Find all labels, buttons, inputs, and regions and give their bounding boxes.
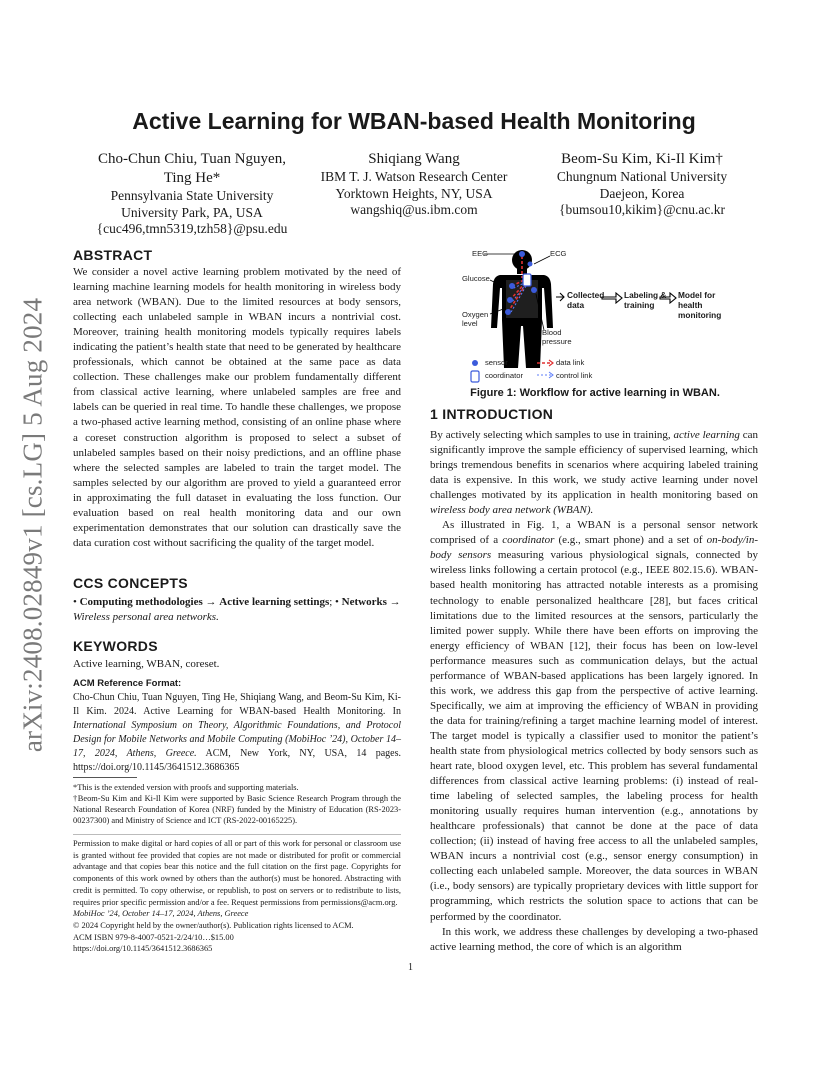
intro-paragraph-1: By actively selecting which samples to use in training, active learning can significantly improve the sample efficiency of supervised learning, which brings tremendous benefits in scenarios where acquiring labeled training data is expensive. In this work, we study active learning under novel challenges motivated by its application in health monitoring based on wireless body area network (WBAN).	[430, 429, 758, 517]
coordinator-icon	[523, 274, 531, 286]
author-email: {bumsou10,kikim}@cnu.ac.kr	[559, 202, 725, 217]
footnote: †Beom-Su Kim and Ki-Il Kim were supported by Basic Science Research Program through the National Research Foundation of Korea (NRF) funded by the Ministry of Education (RS-2023-00237300) and Ministry of Science and ICT (RS-2022-00165225).	[73, 794, 401, 826]
step-model: Model for health monitoring	[678, 290, 722, 320]
legend-coordinator-label: coordinator	[485, 371, 523, 380]
author-names: Cho-Chun Chiu, Tuan Nguyen,	[98, 151, 286, 167]
author-email: {cuc496,tmn5319,tzh58}@psu.edu	[96, 221, 288, 236]
figure-caption: Figure 1: Workflow for active learning in WBAN.	[470, 387, 720, 399]
author-names: Shiqiang Wang	[368, 151, 460, 167]
intro-heading: 1 INTRODUCTION	[430, 406, 554, 422]
keywords-heading: KEYWORDS	[73, 638, 158, 654]
ccs-subcategory: Wireless personal area networks.	[73, 611, 219, 624]
legend-control-link-label: control link	[556, 371, 593, 380]
footnote: *This is the extended version with proofs and supporting materials.	[73, 783, 299, 792]
isbn-line: ACM ISBN 979-8-4007-0521-2/24/10…$15.00	[73, 932, 234, 942]
ccs-category: Computing methodologies	[79, 596, 203, 608]
ccs-separator: ; •	[329, 596, 339, 608]
ccs-arrow: →	[205, 596, 217, 608]
abstract-heading: ABSTRACT	[73, 247, 153, 263]
arxiv-id-text: arXiv:2408.02849v1 [cs.LG] 5 Aug 2024	[17, 297, 48, 753]
legend-sensor-icon	[472, 360, 478, 366]
ccs-arrow: →	[389, 596, 401, 608]
label-glucose: Glucose	[462, 274, 490, 283]
intro-paragraph-3: In this work, we address these challenges by developing a two-phased active learning method, the core of which is an algorithm	[430, 925, 758, 953]
author-location: Daejeon, Korea	[599, 185, 685, 201]
author-block-1	[80, 150, 304, 238]
ccs-heading: CCS CONCEPTS	[73, 575, 188, 591]
conference-line: MobiHoc ’24, October 14–17, 2024, Athens, Greece	[73, 909, 249, 919]
intro-paragraph-2: As illustrated in Fig. 1, a WBAN is a personal sensor network comprised of a coordinator (e.g., smart phone) and a set of on-body/in-body sensors measuring various physiological signals, connected by wireless links following a certain protocol (e.g., IEEE 802.15.6). WBAN-based health monitoring has attracted notable interests as a promising technology to enable personalized healthcare [28], but faces critical limitations due to the limited resources at the sensors, particularly the limited power supply. While there have been efforts on improving the energy efficiency of WBAN [12], their focus has been on low-level performance measures such as communication delays, but the actual performance of WBAN-based applications has been largely ignored. In this work, we address this gap from the perspective of active learning. Specifically, we aim at improving the efficiency of WBAN in providing the data for training/refining a target machine learning model of interest. The target model is typically a classifier used to monitor the patient’s health state from physiological metrics collected by body sensors such as heart rate, blood oxygen level, etc. This problem has several fundamental differences from classical active learning problems: (i) instead of real-time labeling of selected samples, the labeling process for health monitoring usually requires human intervention (e.g., annotations by healthcare professionals) that cannot be done at the pace of data collection; (ii) instead of having free access to all the unlabeled samples, WBAN incurs a nontrivial cost (e.g., sensor energy consumption) in collecting each unlabeled sample. Moreover, the data sources in WBAN (i.e., body sensors) are typically proprietary devices with little support for programming, which restricts the solution space to actions that can be performed by the coordinator.	[430, 519, 758, 923]
step-labeling-training: Labeling & training	[624, 290, 667, 310]
author-block-3	[528, 150, 756, 219]
author-location: Yorktown Heights, NY, USA	[335, 185, 493, 201]
permission-rule	[73, 834, 401, 835]
keywords-text: Active learning, WBAN, coreset.	[73, 658, 220, 670]
paper-title: Active Learning for WBAN-based Health Monitoring	[132, 108, 696, 134]
acm-ref-venue: International Symposium on Theory, Algorithmic Foundations, and Protocol Design for Mobile Networks and Mobile Computing (MobiHoc ’24), October 14–17, 2024, Athens, Greece.	[73, 720, 401, 760]
footnote-rule	[73, 777, 137, 778]
copyright-line: © 2024 Copyright held by the owner/author(s). Publication rights licensed to ACM.	[73, 920, 354, 930]
legend-data-link-label: data link	[556, 358, 585, 367]
step-collected-data: Collected data	[567, 290, 605, 310]
footnotes	[73, 782, 401, 826]
intro-body	[430, 428, 758, 955]
author-location: University Park, PA, USA	[121, 204, 263, 220]
page-number: 1	[408, 962, 413, 973]
figure-wban-workflow	[430, 242, 760, 384]
label-blood-pressure: Blood pressure	[542, 328, 572, 346]
legend-sensor-label: sensor	[485, 358, 508, 367]
acm-ref-tail: ACM, New York, NY, USA, 14 pages. https://doi.org/10.1145/3641512.3686365	[73, 748, 401, 774]
acm-ref-authors: Cho-Chun Chiu, Tuan Nguyen, Ting He, Shiqiang Wang, and Beom-Su Kim, Ki-Il Kim. 2024. Active Learning for WBAN-based Health Monitoring. In	[73, 692, 401, 718]
author-block-2	[308, 150, 520, 219]
arxiv-identifier	[10, 290, 56, 760]
label-eeg: EEG	[472, 249, 489, 258]
ccs-concepts	[73, 595, 401, 625]
ccs-bullet: •	[73, 596, 77, 608]
author-names: Beom-Su Kim, Ki-Il Kim†	[561, 151, 723, 167]
label-oxygen: Oxygen level	[462, 310, 489, 328]
legend-coordinator-icon	[471, 371, 479, 382]
ccs-category: Networks	[341, 596, 387, 608]
acm-ref-heading: ACM Reference Format:	[73, 678, 182, 689]
acm-reference	[73, 691, 401, 776]
author-email: wangshiq@us.ibm.com	[350, 202, 478, 217]
doi-line: https://doi.org/10.1145/3641512.3686365	[73, 944, 213, 954]
author-affiliation: Chungnum National University	[556, 169, 728, 184]
permission-block	[73, 838, 401, 955]
ccs-subcategory: Active learning settings	[219, 596, 330, 608]
label-ecg: ECG	[550, 249, 567, 258]
abstract-paragraph: We consider a novel active learning problem motivated by the need of learning machine learning models for health monitoring in wireless body area network (WBAN). Due to the limited resources at body sensors, collecting each unlabeled sample in WBAN incurs a nontrivial cost. Moreover, training health monitoring models typically requires labels indicating the patient’s health state that need to be generated by healthcare professionals, which cannot be obtained at the same pace as data collection. These challenges make our problem fundamentally different from classical active learning, where unlabeled samples are free and labels can be queried in real time. To handle these challenges, we propose a two-phased active learning method, consisting of an online phase where a coreset construction algorithm is proposed to select a subset of unlabeled samples based on their noisy predictions, and an offline phase where the selected samples are labeled to train the target model. The samples selected by our algorithm are proved to yield a guaranteed error in approximating the full dataset in evaluating the loss function. Our evaluation based on real health monitoring data and our own experimentation demonstrates that our solution can drastically save the data curation cost without sacrificing the quality of the target model.	[73, 266, 401, 549]
author-affiliation: Pennsylvania State University	[110, 188, 274, 203]
abstract-text	[73, 265, 401, 551]
author-names: Ting He*	[163, 170, 221, 186]
author-affiliation: IBM T. J. Watson Research Center	[320, 169, 508, 184]
permission-notice: Permission to make digital or hard copies of all or part of this work for personal or classroom use is granted without fee provided that copies are not made or distributed for profit or commercial advantage and that copies bear this notice and the full citation on the first page. Copyrights for components of this work owned by others than the author(s) must be honored. Abstracting with credit is permitted. To copy otherwise, or republish, to post on servers or to redistribute to lists, requires prior specific permission and/or a fee. Request permissions from permissions@acm.org.	[73, 839, 401, 907]
